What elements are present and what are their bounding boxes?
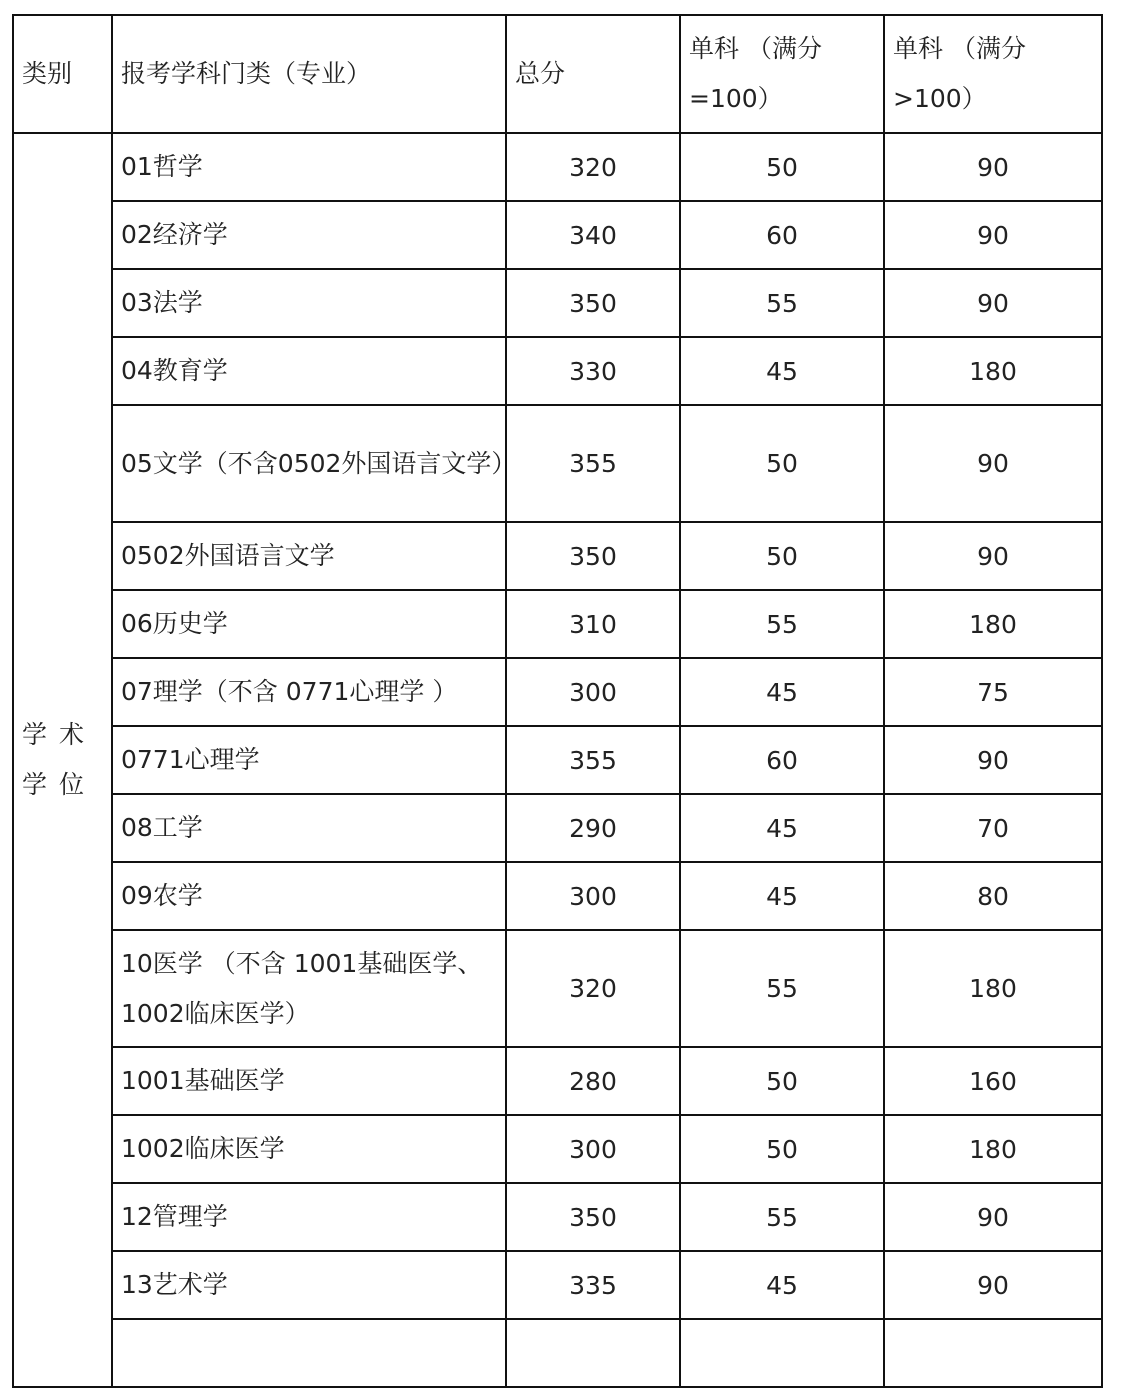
header-single-100: 单科 （满分=100）: [680, 15, 884, 133]
single-gt100-cell: 180: [884, 930, 1102, 1047]
single-gt100-cell: 90: [884, 1251, 1102, 1319]
table-row: [13, 590, 1102, 658]
single-gt100-cell: 160: [884, 1047, 1102, 1115]
single-gt100-cell: 90: [884, 405, 1102, 522]
single-gt100-cell: 90: [884, 201, 1102, 269]
table-row: [13, 1115, 1102, 1183]
table-row: [13, 522, 1102, 590]
total-cell: 320: [506, 930, 680, 1047]
score-table: [12, 14, 1103, 1388]
header-subject: 报考学科门类（专业）: [112, 15, 506, 133]
table-row-partial: [13, 1319, 1102, 1387]
table-row: [13, 794, 1102, 862]
subject-cell: 1001基础医学: [112, 1047, 506, 1115]
single-100-cell: 55: [680, 1183, 884, 1251]
single-100-cell: 45: [680, 794, 884, 862]
total-cell: 310: [506, 590, 680, 658]
single-gt100-cell: 75: [884, 658, 1102, 726]
single-gt100-cell: 90: [884, 269, 1102, 337]
table-row: [13, 1047, 1102, 1115]
single-gt100-cell: 180: [884, 590, 1102, 658]
total-cell: 355: [506, 405, 680, 522]
single-gt100-cell: 70: [884, 794, 1102, 862]
table-row: [13, 726, 1102, 794]
header-single-gt100: 单科 （满分>100）: [884, 15, 1102, 133]
single-100-cell: 50: [680, 1047, 884, 1115]
total-cell: 300: [506, 658, 680, 726]
single-gt100-cell: 180: [884, 1115, 1102, 1183]
subject-cell: 0502外国语言文学: [112, 522, 506, 590]
single-100-cell: 45: [680, 1251, 884, 1319]
single-100-cell: 45: [680, 862, 884, 930]
single-100-cell: 45: [680, 337, 884, 405]
single-100-cell: 45: [680, 658, 884, 726]
single-100-cell: 60: [680, 726, 884, 794]
total-cell: 300: [506, 862, 680, 930]
single-gt100-cell: 90: [884, 522, 1102, 590]
subject-cell: 03法学: [112, 269, 506, 337]
single-100-cell: 55: [680, 590, 884, 658]
subject-cell: 06历史学: [112, 590, 506, 658]
subject-cell: 04教育学: [112, 337, 506, 405]
single-100-cell: 50: [680, 405, 884, 522]
single-100-cell: 55: [680, 269, 884, 337]
subject-cell: 05文学（不含0502外国语言文学）: [112, 405, 506, 522]
header-category: 类别: [13, 15, 112, 133]
single-gt100-cell: 90: [884, 1183, 1102, 1251]
total-cell: 320: [506, 133, 680, 201]
total-cell: 350: [506, 1183, 680, 1251]
table-row: [13, 201, 1102, 269]
single-gt100-cell: 90: [884, 133, 1102, 201]
total-cell: 330: [506, 337, 680, 405]
single-100-cell: 50: [680, 133, 884, 201]
table-row: [13, 269, 1102, 337]
total-cell: 340: [506, 201, 680, 269]
single-100-cell: 60: [680, 201, 884, 269]
subject-cell: 09农学: [112, 862, 506, 930]
table-row: [13, 405, 1102, 522]
single-gt100-cell: 80: [884, 862, 1102, 930]
header-row: [13, 15, 1102, 133]
total-cell: 335: [506, 1251, 680, 1319]
total-cell: 350: [506, 269, 680, 337]
single-100-cell: 55: [680, 930, 884, 1047]
subject-cell: 08工学: [112, 794, 506, 862]
subject-cell-empty: [112, 1319, 506, 1387]
subject-cell: 1002临床医学: [112, 1115, 506, 1183]
subject-cell: 01哲学: [112, 133, 506, 201]
total-cell: 280: [506, 1047, 680, 1115]
subject-cell: 13艺术学: [112, 1251, 506, 1319]
header-total: 总分: [506, 15, 680, 133]
table-row: [13, 930, 1102, 1047]
single-100-cell: 50: [680, 522, 884, 590]
total-cell: 350: [506, 522, 680, 590]
single-gt100-cell: 90: [884, 726, 1102, 794]
single-100-cell-empty: [680, 1319, 884, 1387]
subject-cell: 02经济学: [112, 201, 506, 269]
table-row: [13, 133, 1102, 201]
total-cell: 355: [506, 726, 680, 794]
table-row: [13, 862, 1102, 930]
single-gt100-cell: 180: [884, 337, 1102, 405]
single-gt100-cell-empty: [884, 1319, 1102, 1387]
total-cell: 300: [506, 1115, 680, 1183]
subject-cell: 0771心理学: [112, 726, 506, 794]
table-row: [13, 658, 1102, 726]
subject-cell: 07理学（不含 0771心理学 ）: [112, 658, 506, 726]
single-100-cell: 50: [680, 1115, 884, 1183]
table-row: [13, 337, 1102, 405]
subject-cell: 10医学 （不含 1001基础医学、1002临床医学）: [112, 930, 506, 1047]
subject-cell: 12管理学: [112, 1183, 506, 1251]
category-cell: 学 术 学 位: [13, 133, 112, 1387]
total-cell: 290: [506, 794, 680, 862]
table-row: [13, 1183, 1102, 1251]
table-row: [13, 1251, 1102, 1319]
total-cell-empty: [506, 1319, 680, 1387]
